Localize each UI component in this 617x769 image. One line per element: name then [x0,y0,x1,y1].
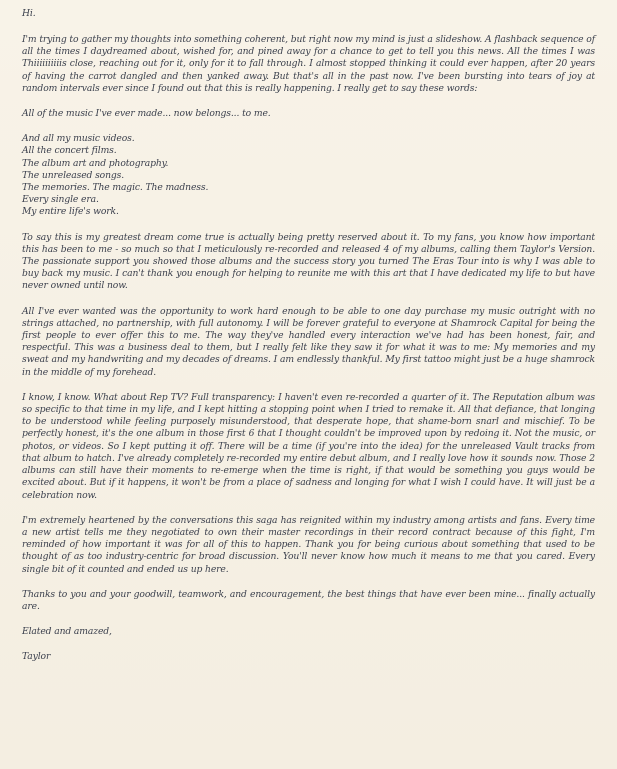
paragraph-industry: I'm extremely heartened by the conversations this saga has reignited within my industry among artists and fans. Every time a new artist tells me they negotiated to own their master recordings in their record contract because of this fight, I'm reminded of how important it was for all of this to happen. Thank you for being curious about something that used to be thought of as too industry-centric for broad discussion. You'll never know how much it means to me that you cared. Every single bit of it counted and ended us up here. [22,514,595,575]
list-item: And all my music videos. [22,133,135,145]
paragraph-fans-thanks: To say this is my greatest dream come true is actually being pretty reserved about it. To my fans, you know how important this has been to me - so much so that I meticulously re-recorded and released 4 of my albums, calling them Taylor's Version. The passionate support you showed those albums and the success story you turned The Eras Tour into is why I was able to buy back my music. I can't thank you enough for helping to reunite me with this art that I have dedicated my life to but have never owned until now. [22,231,595,292]
list-item: Every single era. [22,194,99,206]
closing: Elated and amazed, [22,626,112,638]
paragraph-intro: I'm trying to gather my thoughts into something coherent, but right now my mind is just a slideshow. A flashback sequence of all the times I daydreamed about, wished for, and pined away for a chance to get to tell you this news. All the times I was Thiiiiiiiiiis close, reaching out for it, only for it to fall through. I almost stopped thinking it could ever happen, after 20 years of having the carrot dangled and then yanked away. But that's all in the past now. I've been bursting into tears of joy at random intervals ever since I found out that this is really happening. I really get to say these words: [22,34,595,94]
list-item: The album art and photography. [22,157,169,169]
paragraph-gratitude: Thanks to you and your goodwill, teamwork, and encouragement, the best things that have ever been mine... finally actually are. [22,588,595,612]
list-item: All the concert films. [22,145,117,157]
paragraph-shamrock: All I've ever wanted was the opportunity to work hard enough to be able to one day purchase my music outright with no strings attached, no partnership, with full autonomy. I will be forever grateful to everyone at Shamrock Capital for being the first people to ever offer this to me. The way they've handled every interaction we've had has been honest, fair, and respectful. This was a business deal to them, but I really felt like they saw it for what it was to me: My memories and my sweat and my handwriting and my decades of dreams. I am endlessly thankful. My first tattoo might just be a huge shamrock in the middle of my forehead. [22,305,595,378]
paragraph-rep-tv: I know, I know. What about Rep TV? Full transparency: I haven't even re-recorded a quarter of it. The Reputation album was so specific to that time in my life, and I kept hitting a stopping point when I tried to remake it. All that defiance, that longing to be understood while feeling purposely misunderstood, that desperate hope, that shame-born snarl and mischief. To be perfectly honest, it's the one album in those first 6 that I thought couldn't be improved upon by redoing it. Not the music, or photos, or videos. So I kept putting it off. There will be a time (if you're into the idea) for the unreleased Vault tracks from that album to hatch. I've already completely re-recorded my entire debut album, and I really love how it sounds now. Those 2 albums can still have their moments to re-emerge when the time is right, if that would be something you guys would be excited about. But if it happens, it won't be from a place of sadness and longing for what I wish I could have. It will just be a celebration now. [22,391,595,501]
greeting: Hi. [22,8,36,19]
list-item: The unreleased songs. [22,169,125,181]
paragraph-declaration: All of the music I've ever made... now belongs... to me. [22,108,271,120]
list-item: My entire life's work. [22,206,119,218]
owned-works-list [22,133,595,218]
signature: Taylor [22,651,51,663]
list-item: The memories. The magic. The madness. [22,182,209,194]
